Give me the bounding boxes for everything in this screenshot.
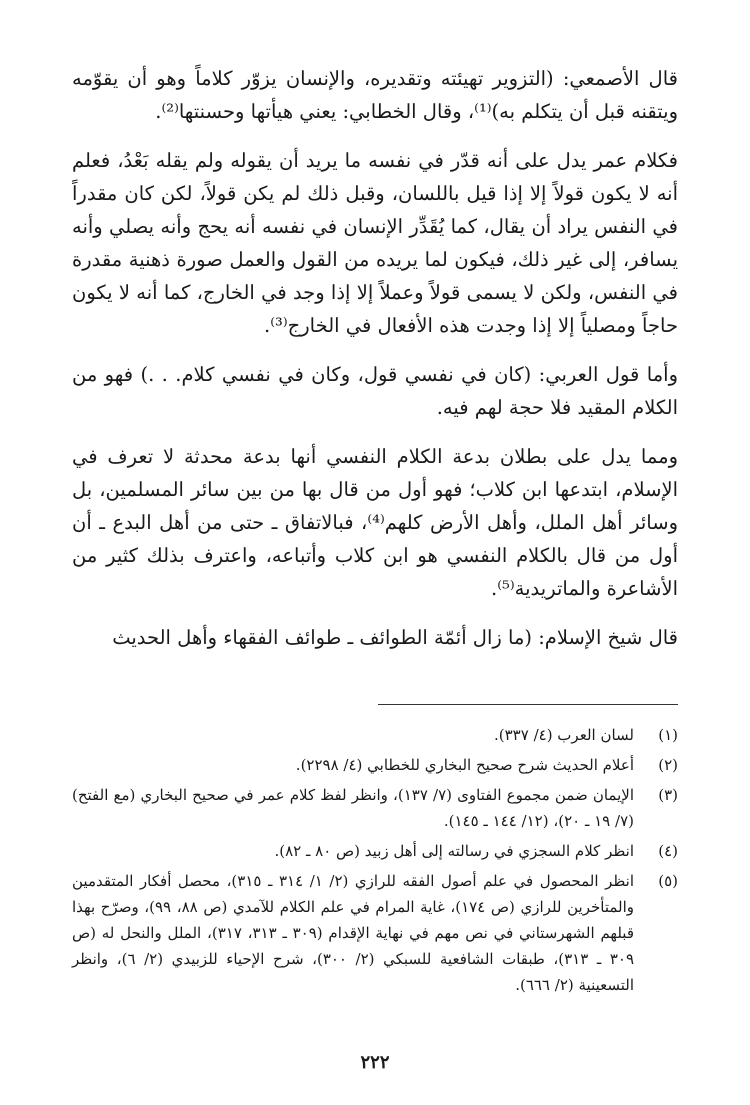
footnote-text: انظر المحصول في علم أصول الفقه للرازي (٢/ ١/ ٣١٤ ـ ٣١٥)، محصل أفكار المتقدمين والمتأخرين للرازي (ص ١٧٤)، غاية المرام في علم الكلام للآمدي (ص ٨٨، ٩٩)، وصرّح بهذا قبلهم الشهرستاني في نص مهم في نهاية الإقدام (٣٠٩ ـ ٣١٣، ٣١٧)، الملل والنحل له (ص ٣٠٩ ـ ٣١٣)، طبقات الشافعية للسبكي (٢/ ٣٠٠)، شرح الإحياء للزبيدي (٢/ ٦)، وانظر التسعينية (٢/ ٦٦٦).	[72, 872, 635, 994]
footnote-item	[72, 868, 678, 998]
footnote-number: (١)	[658, 726, 678, 744]
paragraph-shaykh-islam: قال شيخ الإسلام: (ما زال أئمّة الطوائف ـ طوائف الفقهاء وأهل الحديث	[112, 626, 678, 649]
footnote-separator	[378, 704, 678, 705]
main-text	[72, 62, 678, 670]
paragraph-asmai: قال الأصمعي: (التزوير تهيئته وتقديره، والإنسان يزوّر كلاماً وهو أن يقوّمه ويتقنه قبل أن يتكلم به)⁽¹⁾، وقال الخطابي: يعني هيأتها وحسنتها⁽²⁾.	[72, 67, 678, 123]
footnote-text: أعلام الحديث شرح صحيح البخاري للخطابي (٤/ ٢٢٩٨).	[295, 756, 634, 774]
paragraph-arab-saying: وأما قول العربي: (كان في نفسي قول، وكان في نفسي كلام. . .) فهو من الكلام المقيد فلا حجة لهم فيه.	[72, 363, 678, 419]
footnote-text: انظر كلام السجزي في رسالته إلى أهل زبيد (ص ٨٠ ـ ٨٢).	[274, 842, 634, 860]
page-number: ٢٢٢	[360, 1052, 390, 1073]
footnote-text: لسان العرب (٤/ ٣٣٧).	[494, 726, 634, 744]
paragraph-umar-speech: فكلام عمر يدل على أنه قدّر في نفسه ما يريد أن يقوله ولم يقله بَعْدُ، فعلم أنه لا يكون قولاً إلا إذا قيل باللسان، وقبل ذلك لم يكن قولاً، لكن كان مقدراً في النفس يراد أن يقال، كما يُقَدِّر الإنسان في نفسه أنه يحج وأنه يصلي وأنه يسافر، إلى غير ذلك، فيكون لما يريده من القول والعمل صورة ذهنية مقدرة في النفس، ولكن لا يسمى قولاً وعملاً إلا إذا وجد في الخارج، كما أنه لا يكون حاجاً ومصلياً إلا إذا وجدت هذه الأفعال في الخارج⁽³⁾.	[72, 149, 678, 337]
footnotes	[72, 722, 678, 1002]
footnote-item	[72, 782, 678, 834]
footnote-number: (٢)	[658, 756, 678, 774]
footnote-number: (٥)	[658, 872, 678, 890]
footnote-text: الإيمان ضمن مجموع الفتاوى (٧/ ١٣٧)، وانظر لفظ كلام عمر في صحيح البخاري (مع الفتح) (٧/ ١٩ ـ ٢٠)، (١٢/ ١٤٤ ـ ١٤٥).	[72, 786, 634, 830]
paragraph-innovation: ومما يدل على بطلان بدعة الكلام النفسي أنها بدعة محدثة لا تعرف في الإسلام، ابتدعها ابن كلاب؛ فهو أول من قال بها من بين سائر المسلمين، بل وسائر أهل الملل، وأهل الأرض كلهم⁽⁴⁾، فبالاتفاق ـ حتى من أهل البدع ـ أن أول من قال بالكلام النفسي هو ابن كلاب وأتباعه، واعترف بذلك كثير من الأشاعرة والماتريدية⁽⁵⁾.	[72, 445, 679, 600]
footnote-item	[72, 722, 678, 748]
footnote-item	[72, 838, 678, 864]
footnote-number: (٤)	[658, 842, 678, 860]
footnote-number: (٣)	[658, 786, 678, 804]
footnote-item	[72, 752, 678, 778]
